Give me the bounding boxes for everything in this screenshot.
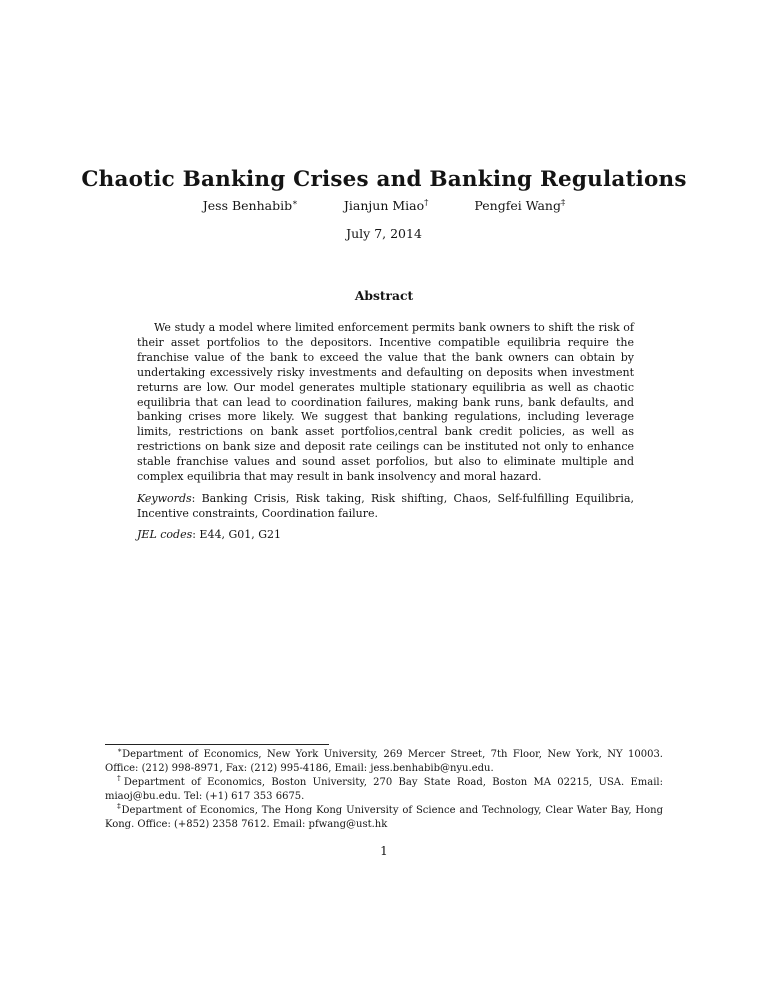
jel-text: : E44, G01, G21 <box>192 528 282 541</box>
footnote-2 <box>105 773 663 804</box>
keywords-text: : Banking Crisis, Risk taking, Risk shifting, Chaos, Self-fulfilling Equilibria, Incentive constraints, Coordination failure. <box>137 492 634 520</box>
author-3-name: Pengfei Wang <box>474 198 561 213</box>
footnote-rule <box>105 744 329 745</box>
footnote-1-marker: ∗ <box>117 745 123 755</box>
author-1 <box>203 198 298 213</box>
paper-title: Chaotic Banking Crises and Banking Regulations <box>81 167 687 193</box>
footnote-3-text: Department of Economics, The Hong Kong University of Science and Technology, Clear Water Bay, Hong Kong. Office: (+852) 2358 7612. Email: pfwang@ust.hk <box>105 804 664 830</box>
keywords-label: Keywords <box>137 492 192 505</box>
author-2 <box>344 198 429 213</box>
authors-row <box>0 198 768 213</box>
page-number: 1 <box>380 844 388 858</box>
abstract-body: We study a model where limited enforcement permits bank owners to shift the risk of their asset portfolios to the depositors. Incentive compatible equilibria require the franchise value of the bank to exceed the value that the bank owners can obtain by undertaking excessively risky investments and defaulting on deposits when investment returns are low. Our model generates multiple stationary equilibria as well as chaotic equilibria that can lead to coordination failures, making bank runs, bank defaults, and banking crises more likely. We suggest that banking regulations, including leverage limits, restrictions on bank asset portfolios,central bank credit policies, as well as restrictions on bank size and deposit rate ceilings can be instituted not only to enhance stable franchise values and sound asset porfolios, but also to eliminate multiple and complex equilibria that may result in bank insolvency and moral hazard. <box>137 321 634 484</box>
footnote-1-text: Department of Economics, New York University, 269 Mercer Street, 7th Floor, New York, NY 10003. Office: (212) 998-8971, Fax: (212) 995-4186, Email: jess.benhabib@nyu.edu. <box>105 749 663 774</box>
footnotes-section <box>105 745 664 831</box>
keywords-line <box>137 492 634 522</box>
author-1-footnote-marker: ∗ <box>292 197 298 208</box>
author-3 <box>474 198 565 213</box>
footnote-3 <box>105 801 664 832</box>
footnote-3-marker: ‡ <box>117 801 122 811</box>
jel-label: JEL codes <box>137 528 193 541</box>
jel-codes-line <box>137 528 634 543</box>
paper-date: July 7, 2014 <box>346 226 422 241</box>
footnote-2-marker: † <box>117 773 124 783</box>
author-2-footnote-marker: † <box>424 197 429 208</box>
abstract-heading: Abstract <box>354 288 414 303</box>
author-1-name: Jess Benhabib <box>202 198 293 213</box>
author-2-name: Jianjun Miao <box>343 198 425 213</box>
footnote-1 <box>105 745 663 776</box>
author-3-footnote-marker: ‡ <box>560 197 566 208</box>
footnote-2-text: Department of Economics, Boston University, 270 Bay State Road, Boston MA 02215, USA. Email: miaoj@bu.edu. Tel: (+1) 617 353 6675. <box>105 776 663 802</box>
